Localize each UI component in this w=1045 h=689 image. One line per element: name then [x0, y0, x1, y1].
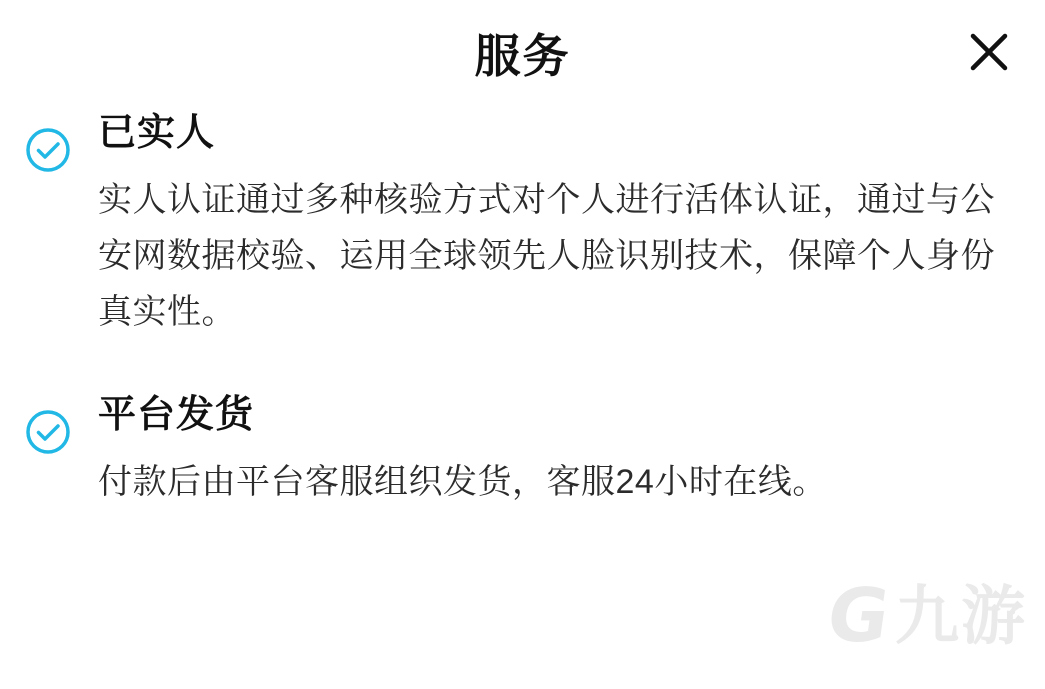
close-button[interactable]: [963, 26, 1015, 78]
check-circle-icon: [24, 126, 72, 174]
watermark-text: 九游: [895, 580, 1027, 652]
dialog-header: [0, 0, 1045, 112]
service-description: 实人认证通过多种核验方式对个人进行活体认证，通过与公安网数据校验、运用全球领先人脸识别技术，保障个人身份真实性。: [98, 180, 995, 331]
list-item: [24, 112, 1017, 340]
check-circle-icon: [24, 408, 72, 456]
watermark: [822, 573, 1027, 659]
service-list: [0, 112, 1045, 510]
service-text-block: [98, 394, 1017, 510]
list-item: [24, 394, 1017, 510]
close-icon: [968, 31, 1010, 73]
page-title: 服务: [474, 30, 571, 82]
service-description: 付款后由平台客服组织发货，客服24小时在线。: [98, 462, 827, 501]
watermark-logo: G: [822, 573, 896, 659]
service-text-block: [98, 112, 1017, 340]
service-title: 平台发货: [98, 393, 255, 436]
service-title: 已实人: [98, 112, 216, 154]
